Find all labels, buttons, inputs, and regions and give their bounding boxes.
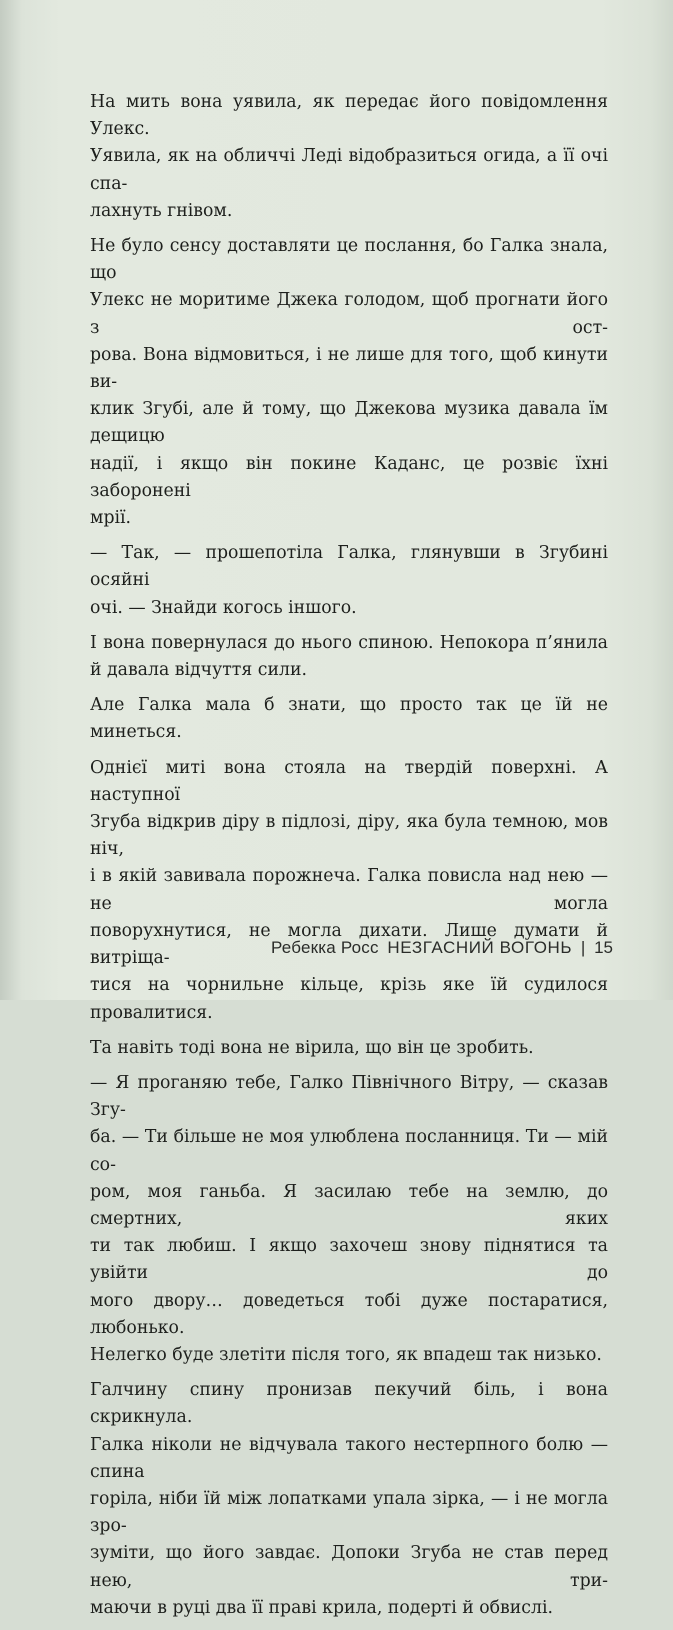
text-line: рова. Вона відмовиться, і не лише для того, щоб кинути ви- bbox=[90, 344, 608, 393]
text-line: зуміти, що його завдає. Допоки Згуба не став перед нею, три- bbox=[90, 1543, 608, 1591]
text-line: Не було сенсу доставляти це послання, бо Галка знала, що bbox=[90, 236, 608, 284]
text-line: й давала відчуття сили. bbox=[90, 660, 307, 681]
text-line: ба. — Ти більше не моя улюблена посланниця. Ти — мій со- bbox=[90, 1127, 608, 1175]
running-footer bbox=[271, 938, 613, 958]
paragraph bbox=[90, 692, 608, 746]
paragraph bbox=[90, 233, 608, 532]
paragraph bbox=[90, 540, 608, 622]
text-line: Однієї миті вона стояла на твердій поверхні. А наступної bbox=[90, 757, 608, 805]
paragraph bbox=[90, 1070, 608, 1369]
text-line: ром, моя ганьба. Я засилаю тебе на землю, до смертних, яких bbox=[90, 1181, 608, 1229]
footer-book-title: НЕЗГАСНИЙ ВОГОНЬ bbox=[387, 938, 573, 957]
text-line: Галка ніколи не відчувала такого нестерпного болю — спина bbox=[90, 1434, 608, 1482]
text-line: тися на чорнильне кільце, крізь яке їй судилося провалитися. bbox=[90, 975, 608, 1023]
body-text bbox=[90, 89, 608, 1630]
text-line: і в якій завивала порожнеча. Галка повисла над нею — не могла bbox=[90, 866, 608, 914]
text-line: На мить вона уявила, як передає його повідомлення Улекс. bbox=[90, 92, 608, 140]
text-line: Та навіть тоді вона не вірила, що він це зробить. bbox=[90, 1037, 534, 1058]
text-line: надії, і якщо він покине Каданс, це розвіє їхні заборонені bbox=[90, 453, 608, 501]
text-line: мрії. bbox=[90, 508, 132, 529]
page-number: 15 bbox=[594, 938, 613, 957]
text-line: Галчину спину пронизав пекучий біль, і вона скрикнула. bbox=[90, 1380, 608, 1428]
text-line: І вона повернулася до нього спиною. Непокора п’янила bbox=[90, 632, 608, 653]
text-line: Але Галка мала б знати, що просто так це їй не минеться. bbox=[90, 695, 608, 743]
paragraph bbox=[90, 89, 608, 225]
text-line: клик Згубі, але й тому, що Джекова музика давала їм дещицю bbox=[90, 399, 608, 447]
paragraph bbox=[90, 755, 608, 1027]
text-line: ти так любиш. І якщо захочеш знову піднятися та увійти до bbox=[90, 1236, 608, 1284]
footer-separator: | bbox=[580, 938, 586, 957]
text-line: лахнуть гнівом. bbox=[90, 200, 233, 221]
text-line: Уявила, як на обличчі Леді відобразиться огида, а її очі спа- bbox=[90, 146, 608, 194]
text-line: — Так, — прошепотіла Галка, глянувши в Згубині осяйні bbox=[90, 543, 608, 591]
paragraph bbox=[90, 1377, 608, 1622]
text-line: горіла, ніби їй між лопатками упала зірка, — і не могла зро- bbox=[90, 1488, 608, 1537]
text-line: — Я проганяю тебе, Галко Північного Вітру, — сказав Згу- bbox=[90, 1072, 608, 1121]
text-line: Улекс не моритиме Джека голодом, щоб прогнати його з ост- bbox=[90, 290, 608, 338]
text-line: Нелегко буде злетіти після того, як впадеш так низько. bbox=[90, 1344, 602, 1365]
text-line: очі. — Знайди когось іншого. bbox=[90, 597, 357, 618]
paragraph bbox=[90, 1035, 608, 1062]
text-line: Згуба відкрив діру в підлозі, діру, яка була темною, мов ніч, bbox=[90, 812, 608, 860]
text-line: поворухнутися, не могла дихати. Лише думати й витріща- bbox=[90, 920, 608, 969]
text-line: мого двору… доведеться тобі дуже постаратися, любонько. bbox=[90, 1290, 608, 1338]
paragraph bbox=[90, 630, 608, 684]
text-line: маючи в руці два її праві крила, подерті й обвислі. bbox=[90, 1597, 553, 1618]
footer-author: Ребекка Росс bbox=[270, 938, 379, 957]
